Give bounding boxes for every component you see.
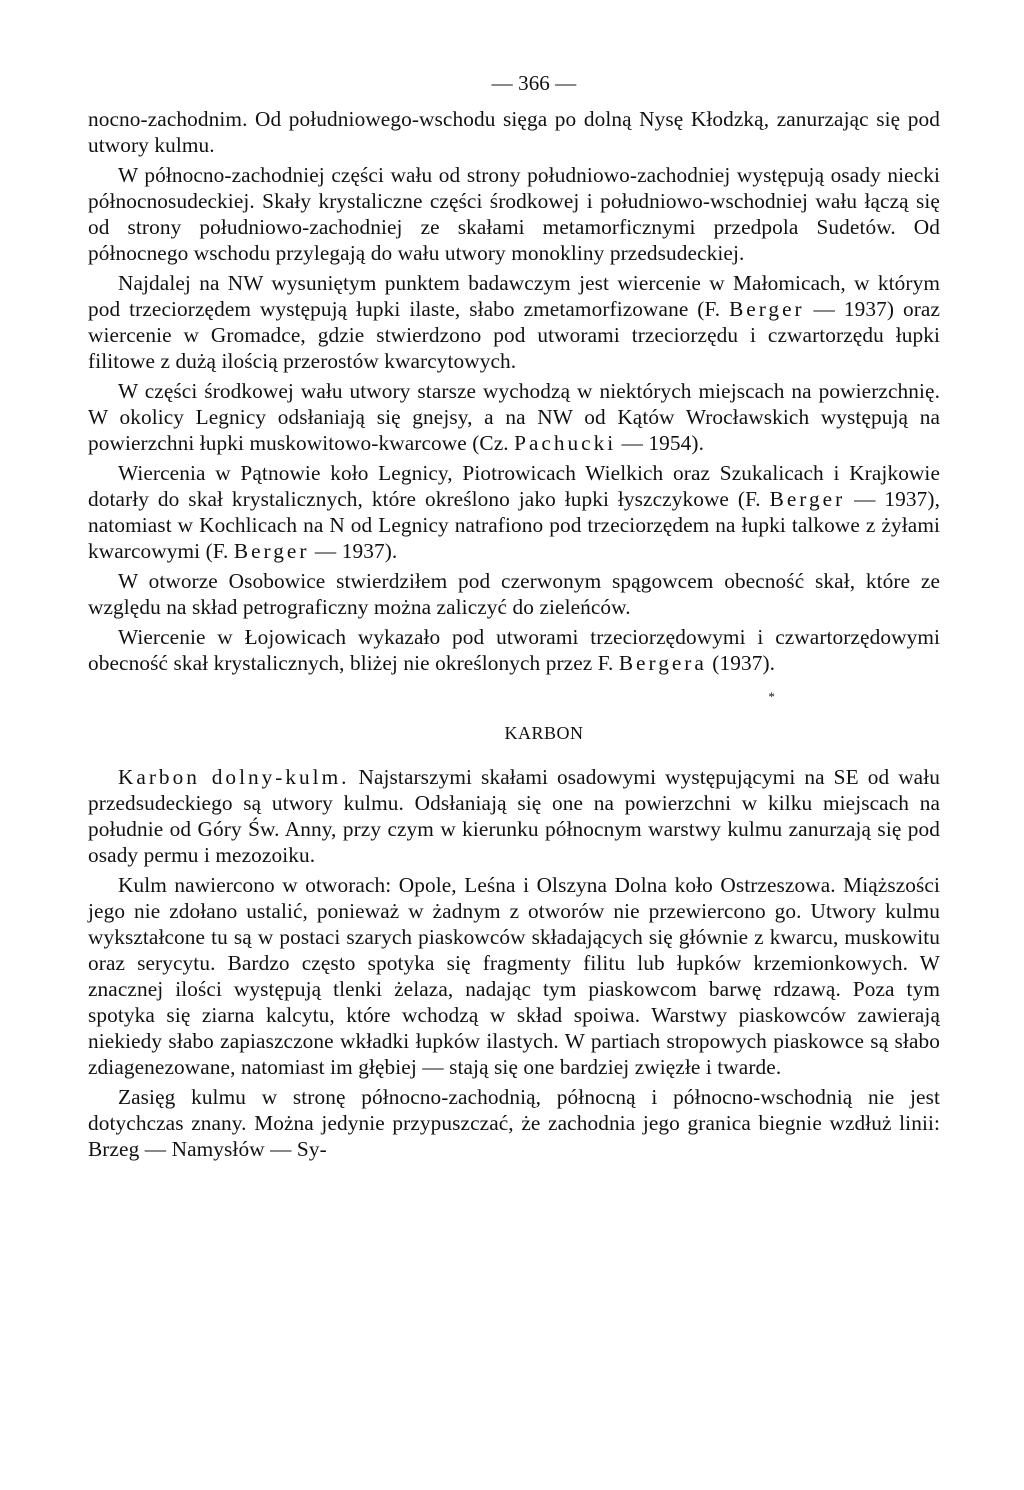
paragraph-text: Najdalej na NW wysuniętym punktem badawczym jest wiercenie w Małomicach, w którym pod trzeciorzędem występują łupki ilaste, słabo zmetamorfizowane (F. <box>88 271 940 321</box>
paragraph-text: — 1954). <box>616 431 705 455</box>
section-heading: KARBON <box>504 723 584 743</box>
paragraph <box>88 378 940 456</box>
paragraph-text: Zasięg kulmu w stronę północno-zachodnią, północną i północno-wschodnią nie jest dotychczas znany. Można jedynie przypuszczać, że zachodnia jego granica biegnie wzdłuż linii: Brzeg — Namysłów — Sy- <box>88 1085 940 1161</box>
paragraph-text: (1937). <box>706 651 776 675</box>
paragraph-text: Kulm nawiercono w otworach: Opole, Leśna i Olszyna Dolna koło Ostrzeszowa. Miąższości jego nie zdołano ustalić, ponieważ w żadnym z otworów nie przewiercono go. Utwory kulmu wykształcone tu są w postaci szarych piaskowców składających się głównie z kwarcu, muskowitu oraz serycytu. Bardzo często spotyka się fragmenty filitu lub łupków krzemionkowych. W znacznej ilości występują tlenki żelaza, nadając tym piaskowcom barwę rdzawą. Poza tym spotyka się ziarna kalcytu, które wchodzą w skład spoiwa. Warstwy piaskowców zawierają niekiedy słabo zapiaszczone wkładki łupków ilastych. W partiach stropowych piaskowce są słabo zdiagenezowane, natomiast im głębiej — stają się one bardziej zwięzłe i twarde. <box>88 873 940 1079</box>
paragraph-text: Najstarszymi skałami osadowymi występującymi na SE od wału przedsudeckiego są utwory kulmu. Odsłaniają się one na powierzchni w kilku miejscach na południe od Góry Św. Anny, przy czym w kierunku północnym warstwy kulmu zanurzają się pod osady permu i mezozoiku. <box>88 765 940 867</box>
paragraph <box>88 764 940 868</box>
paragraph-text: Wiercenia w Pątnowie koło Legnicy, Piotrowicach Wielkich oraz Szukalicach i Krajkowie dotarły do skał krystalicznych, które określono jako łupki łyszczykowe (F. <box>88 461 940 511</box>
asterisk-mark: * <box>768 689 775 704</box>
paragraph-text: Wiercenie w Łojowicach wykazało pod utworami trzeciorzędowymi i czwartorzędowymi obecność skał krystalicznych, bliżej nie określonych przez F. <box>88 625 940 675</box>
paragraph-text: — 1937). <box>309 539 398 563</box>
paragraph <box>88 568 940 620</box>
paragraph-text: W otworze Osobowice stwierdziłem pod czerwonym spągowcem obecność skał, które ze względu na skład petrograficzny można zaliczyć do zieleńców. <box>88 569 940 619</box>
paragraph-text: W północno-zachodniej części wału od strony południowo-zachodniej występują osady niecki północnosudeckiej. Skały krystaliczne części środkowej i południowo-wschodniej wału łączą się od strony południowo-zachodniej ze skałami metamorficznymi przedpola Sudetów. Od północnego wschodu przylegają do wału utwory monokliny przedsudeckiej. <box>88 163 940 265</box>
spaced-author-name: Bergera <box>618 651 707 675</box>
spaced-author-name: Berger <box>233 539 310 563</box>
spaced-author-name: Berger <box>729 297 805 321</box>
spaced-author-name: Berger <box>769 487 846 511</box>
body-text-bottom <box>88 764 940 1162</box>
paragraph-text: — 1937) oraz wiercenie w Gromadce, gdzie stwierdzono pod utworami trzeciorzędu i czwartorzędu łupki filitowe z dużą ilością przerostów kwarcytowych. <box>88 297 940 373</box>
paragraph <box>88 270 940 374</box>
paragraph <box>88 162 940 266</box>
paragraph <box>88 872 940 1080</box>
paragraph-text: — 1937), natomiast w Kochlicach na N od Legnicy natrafiono pod trzeciorzędem na łupki talkowe z żyłami kwarcowymi (F. <box>88 487 941 563</box>
body-text-top <box>88 106 940 676</box>
paragraph <box>88 106 940 158</box>
paragraph <box>88 624 940 676</box>
paragraph-text: nocno-zachodnim. Od południowego-wschodu sięga po dolną Nysę Kłodzką, zanurzając się pod utwory kulmu. <box>88 107 940 157</box>
paragraph-text: W części środkowej wału utwory starsze wychodzą w niektórych miejscach na powierzchnię. W okolicy Legnicy odsłaniają się gnejsy, a na NW od Kątów Wrocławskich występują na powierzchni łupki muskowitowo-kwarcowe (Cz. <box>88 379 940 455</box>
paragraph <box>88 1084 940 1162</box>
paragraph <box>88 460 940 564</box>
spaced-author-name: Karbon dolny-kulm. <box>118 765 350 789</box>
document-page <box>88 70 940 1162</box>
spaced-author-name: Pachucki <box>514 431 617 455</box>
page-number: — 366 — <box>491 71 577 95</box>
